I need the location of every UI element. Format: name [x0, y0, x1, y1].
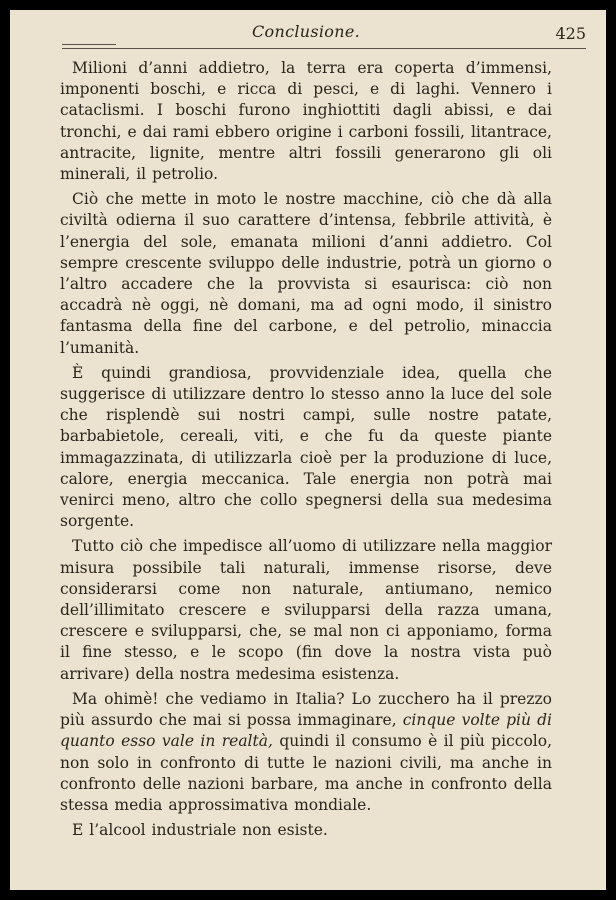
book-page [10, 10, 606, 890]
paragraph-4: Tutto ciò che impedisce all’uomo di utilizzare nella maggior misura possibile tali naturali, immense risorse, deve considerarsi come non naturale, antiumano, nemico dell’illimitato crescere e svilupparsi della razza umana, crescere e svilupparsi, che, se mal non ci apponiamo, forma il fine stesso, e le scopo (fin dove la nostra vista può arrivare) della nostra medesima esistenza. [60, 537, 552, 683]
paragraph-6: E l’alcool industriale non esiste. [72, 821, 328, 840]
paragraph-3: È quindi grandiosa, provvidenziale idea, quella che suggerisce di utilizzare dentro lo stesso anno la luce del sole che risplendè sui nostri campi, sulle nostre patate, barbabietole, cereali, viti, e che fu da queste piante immagazzinata, di utilizzarla cioè per la produzione di luce, calore, energia meccanica. Tale energia non potrà mai venirci meno, altro che collo spegnersi della sua medesima sorgente. [60, 363, 552, 531]
header-rule [62, 48, 586, 49]
paragraph-5-text-before: Ma ohimè! che vediamo in Italia? Lo zucchero ha il prezzo più assurdo che mai si possa immaginare, [60, 689, 552, 730]
paragraph-5-italic-phrase: cinque volte più di quanto esso vale in realtà, [60, 711, 552, 751]
header-rule-short [62, 44, 116, 45]
paragraph-5-text-after: quindi il consumo è il più piccolo, non solo in confronto di tutte le nazioni civili, ma anche in confronto delle nazioni barbare, ma anche in confronto della stessa media approssimativa mondiale. [60, 732, 553, 814]
paragraph-1: Milioni d’anni addietro, la terra era coperta d’immensi, imponenti boschi, e ricca di pesci, e di laghi. Vennero i cataclismi. I boschi furono inghiottiti dagli abissi, e dai tronchi, e dai rami ebbero origine i carboni fossili, litantrace, antracite, lignite, mentre altri fossili generarono gli oli minerali, il petrolio. [60, 59, 552, 184]
paragraph-2: Ciò che mette in moto le nostre macchine, ciò che dà alla civiltà odierna il suo carattere d’intensa, febbrile attività, è l’energia del sole, emanata milioni d’anni addietro. Col sempre crescente sviluppo delle industrie, potrà un giorno o l’altro accadere che la provvista si esaurisca: ciò non accadrà nè oggi, nè domani, ma ad ogni modo, il sinistro fantasma della fine del carbone, e del petrolio, minaccia l’umanità. [60, 190, 552, 357]
page-number: 425 [555, 24, 586, 43]
page-header [62, 18, 586, 54]
running-title: Conclusione. [252, 22, 360, 41]
paragraph-5 [60, 689, 552, 816]
page-body [60, 58, 552, 845]
